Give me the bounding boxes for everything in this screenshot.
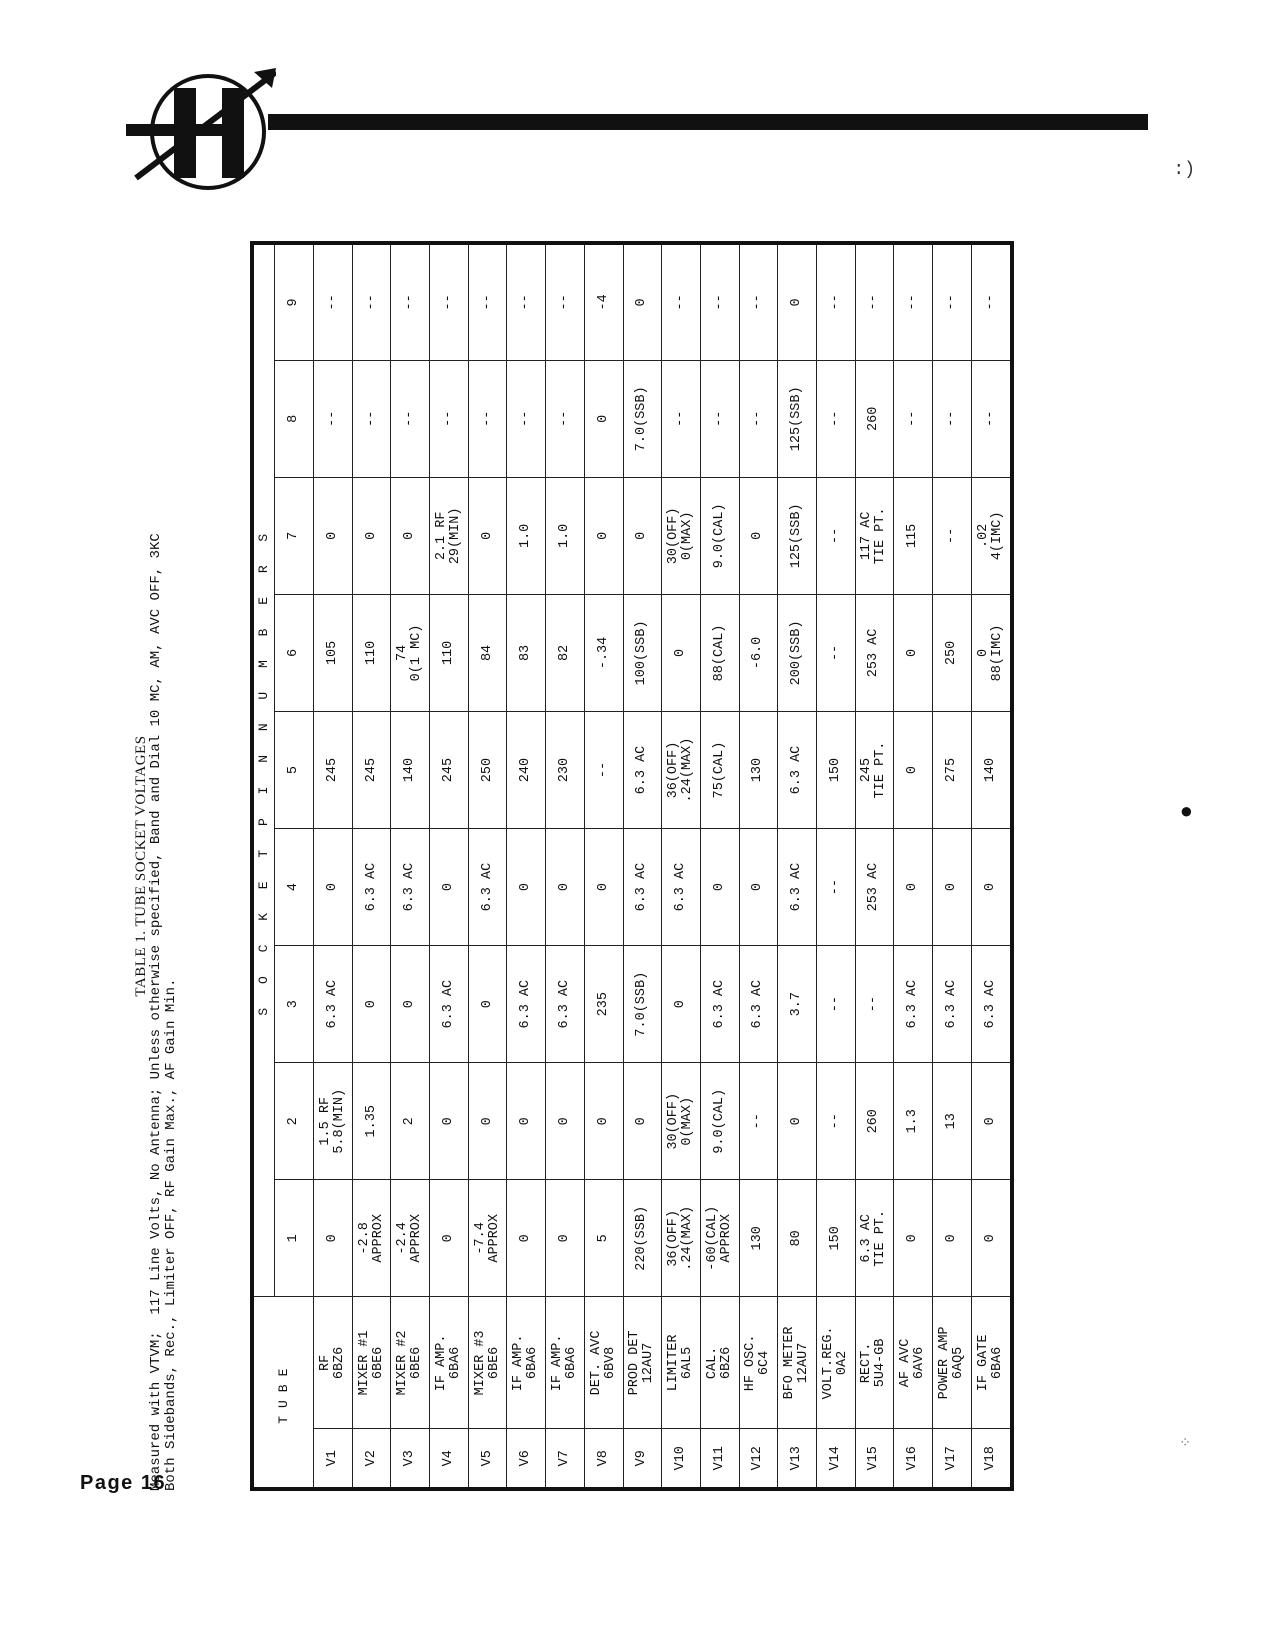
pin-voltage-cell: -- (816, 243, 855, 360)
pin-header: 6 (275, 594, 314, 711)
pin-voltage-cell: -- (662, 360, 701, 477)
table-row (430, 243, 469, 1489)
table-row (700, 243, 739, 1489)
tube-designator: V14 (816, 1429, 855, 1489)
tube-designator: V1 (314, 1429, 353, 1489)
pin-voltage-cell: 260 (855, 360, 894, 477)
pin-voltage-cell: 0 (971, 1063, 1012, 1180)
pin-voltage-cell: -- (894, 360, 933, 477)
pin-voltage-cell: 6.3 AC (546, 946, 585, 1063)
pin-voltage-cell: 150 (816, 1180, 855, 1297)
pin-voltage-cell: 100(SSB) (623, 594, 662, 711)
table-row (584, 243, 623, 1489)
pin-voltage-cell: 0 (739, 829, 778, 946)
pin-voltage-cell: 130 (739, 1180, 778, 1297)
tube-designator: V4 (430, 1429, 469, 1489)
tube-type: MIXER #3 6BE6 (468, 1297, 507, 1429)
pin-voltage-cell: 0 (430, 829, 469, 946)
pin-header: 7 (275, 477, 314, 594)
pin-voltage-cell: 260 (855, 1063, 894, 1180)
header-row-group (252, 243, 275, 1489)
pin-voltage-cell: 0 (700, 829, 739, 946)
pin-voltage-cell: 6.3 AC TIE PT. (855, 1180, 894, 1297)
pin-voltage-cell: 0 (430, 1180, 469, 1297)
pin-voltage-cell: 3.7 (778, 946, 817, 1063)
pin-voltage-cell: 6.3 AC (352, 829, 391, 946)
pin-voltage-cell: 1.0 (546, 477, 585, 594)
pin-voltage-cell: -- (816, 946, 855, 1063)
pin-voltage-cell: 1.5 RF 5.8(MIN) (314, 1063, 353, 1180)
tube-type: VOLT.REG. 0A2 (816, 1297, 855, 1429)
tube-type: IF AMP. 6BA6 (430, 1297, 469, 1429)
pin-voltage-cell: -- (314, 243, 353, 360)
pin-voltage-cell: 0 (933, 1180, 972, 1297)
tube-designator: V17 (933, 1429, 972, 1489)
pin-voltage-cell: 6.3 AC (739, 946, 778, 1063)
pin-voltage-cell: 6.3 AC (778, 711, 817, 828)
pin-header: 1 (275, 1180, 314, 1297)
pin-voltage-cell: 220(SSB) (623, 1180, 662, 1297)
pin-voltage-cell: 235 (584, 946, 623, 1063)
pin-voltage-cell: 74 0(1 MC) (391, 594, 430, 711)
header-rule (268, 114, 1148, 130)
pin-voltage-cell: 6.3 AC (700, 946, 739, 1063)
table-row (778, 243, 817, 1489)
tube-type: RECT. 5U4-GB (855, 1297, 894, 1429)
pin-voltage-cell: 6.3 AC (507, 946, 546, 1063)
pin-voltage-cell: 36(OFF) .24(MAX) (662, 711, 701, 828)
pin-voltage-cell: 6.3 AC (662, 829, 701, 946)
pin-voltage-cell: 0 (623, 1063, 662, 1180)
pin-voltage-cell: -- (933, 360, 972, 477)
tube-designator: V15 (855, 1429, 894, 1489)
pin-voltage-cell: 0 (584, 360, 623, 477)
pin-voltage-cell: 0 (623, 477, 662, 594)
pin-voltage-cell: 7.0(SSB) (623, 946, 662, 1063)
pin-voltage-cell: 36(OFF) .24(MAX) (662, 1180, 701, 1297)
pin-voltage-cell: 0 (933, 829, 972, 946)
tube-type: CAL. 6BZ6 (700, 1297, 739, 1429)
tube-type: IF AMP. 6BA6 (507, 1297, 546, 1429)
pin-voltage-cell: 6.3 AC (971, 946, 1012, 1063)
pin-voltage-cell: -4 (584, 243, 623, 360)
pin-voltage-cell: -- (507, 360, 546, 477)
pin-header: 9 (275, 243, 314, 360)
pin-voltage-cell: -- (739, 1063, 778, 1180)
pin-voltage-cell: 6.3 AC (314, 946, 353, 1063)
punch-hole-mark: ● (1179, 800, 1193, 825)
pin-voltage-cell: 110 (430, 594, 469, 711)
scan-speck: ⁘ (1179, 1436, 1191, 1452)
pin-voltage-cell: 6.3 AC (623, 711, 662, 828)
pin-voltage-cell: 6.3 AC (430, 946, 469, 1063)
table-row (391, 243, 430, 1489)
pin-voltage-cell: -- (352, 243, 391, 360)
tube-type: HF OSC. 6C4 (739, 1297, 778, 1429)
table-row (623, 243, 662, 1489)
table-row (507, 243, 546, 1489)
table-caption (134, 241, 250, 1491)
tube-type: IF AMP. 6BA6 (546, 1297, 585, 1429)
pin-voltage-cell: 0 (430, 1063, 469, 1180)
table-row (314, 243, 353, 1489)
pin-voltage-cell: 9.0(CAL) (700, 477, 739, 594)
pin-voltage-cell: 1.35 (352, 1063, 391, 1180)
pin-voltage-cell: 0 (662, 946, 701, 1063)
caption-line-1: Measured with VTVM; 117 Line Volts, No Antenna; Unless otherwise specified, Band and Dial 10 MC, AM, AVC OFF, 3KC (148, 533, 164, 1491)
pin-voltage-cell: -- (662, 243, 701, 360)
pin-voltage-cell: 0 (352, 477, 391, 594)
tube-designator: V16 (894, 1429, 933, 1489)
pin-voltage-cell: -.34 (584, 594, 623, 711)
pin-voltage-cell: 0 (739, 477, 778, 594)
pin-voltage-cell: 125(SSB) (778, 477, 817, 594)
pin-voltage-cell: 0 (546, 1063, 585, 1180)
pin-voltage-cell: 82 (546, 594, 585, 711)
pin-voltage-cell: -- (971, 243, 1012, 360)
pin-voltage-cell: -- (430, 360, 469, 477)
pin-voltage-cell: 13 (933, 1063, 972, 1180)
pin-header: 2 (275, 1063, 314, 1180)
pin-voltage-cell: 253 AC (855, 594, 894, 711)
pin-voltage-cell: 75(CAL) (700, 711, 739, 828)
pin-voltage-cell: 0 88(IMC) (971, 594, 1012, 711)
pin-voltage-cell: 9.0(CAL) (700, 1063, 739, 1180)
tube-type: PROD DET 12AU7 (623, 1297, 662, 1429)
rotated-table-sheet (134, 241, 1014, 1491)
table-title: TABLE 1. TUBE SOCKET VOLTAGES (133, 735, 149, 997)
table-row (739, 243, 778, 1489)
tube-designator: V5 (468, 1429, 507, 1489)
pin-voltage-cell: 0 (468, 946, 507, 1063)
table-row (971, 243, 1012, 1489)
hallicrafters-h-logo-icon (126, 66, 276, 194)
tube-designator: V8 (584, 1429, 623, 1489)
pin-voltage-cell: 0 (314, 1180, 353, 1297)
pin-voltage-cell: .02 4(IMC) (971, 477, 1012, 594)
tube-designator: V6 (507, 1429, 546, 1489)
pin-voltage-cell: -- (700, 243, 739, 360)
tube-designator: V18 (971, 1429, 1012, 1489)
pin-voltage-cell: 117 AC TIE PT. (855, 477, 894, 594)
pin-voltage-cell: 83 (507, 594, 546, 711)
pin-voltage-cell: 0 (352, 946, 391, 1063)
pin-voltage-cell: 245 (430, 711, 469, 828)
pin-voltage-cell: -- (739, 360, 778, 477)
pin-voltage-cell: 245 (352, 711, 391, 828)
pin-voltage-cell: 0 (584, 477, 623, 594)
pin-voltage-cell: 0 (584, 829, 623, 946)
pin-voltage-cell: -- (507, 243, 546, 360)
pin-voltage-cell: 0 (507, 1180, 546, 1297)
pin-voltage-cell: -- (816, 1063, 855, 1180)
pin-voltage-cell: 230 (546, 711, 585, 828)
tube-type: DET. AVC 6BV8 (584, 1297, 623, 1429)
pin-voltage-cell: 250 (933, 594, 972, 711)
pin-voltage-cell: -- (352, 360, 391, 477)
table-row (546, 243, 585, 1489)
pin-voltage-cell: 5 (584, 1180, 623, 1297)
pin-voltage-cell: 240 (507, 711, 546, 828)
pin-voltage-cell: -7.4 APPROX (468, 1180, 507, 1297)
pin-voltage-cell: 0 (546, 829, 585, 946)
pin-header: 5 (275, 711, 314, 828)
pin-voltage-cell: -- (391, 243, 430, 360)
socket-pin-numbers-header: S O C K E T P I N N U M B E R S (252, 243, 275, 1297)
caption-line-2: Both Sidebands, Rec., Limiter OFF, RF Gain Max., AF Gain Min. (163, 978, 179, 1491)
pin-voltage-cell: 275 (933, 711, 972, 828)
pin-voltage-cell: 150 (816, 711, 855, 828)
pin-voltage-cell: 30(OFF) 0(MAX) (662, 477, 701, 594)
pin-voltage-cell: -- (314, 360, 353, 477)
pin-voltage-cell: -- (855, 946, 894, 1063)
table-row (662, 243, 701, 1489)
pin-voltage-cell: -- (894, 243, 933, 360)
pin-voltage-cell: -- (816, 477, 855, 594)
table-row (894, 243, 933, 1489)
pin-voltage-cell: 0 (778, 1063, 817, 1180)
pin-voltage-cell: 6.3 AC (778, 829, 817, 946)
pin-voltage-cell: 0 (314, 829, 353, 946)
table-row (933, 243, 972, 1489)
pin-voltage-cell: -- (430, 243, 469, 360)
pin-voltage-cell: 2.1 RF 29(MIN) (430, 477, 469, 594)
pin-voltage-cell: -- (816, 829, 855, 946)
pin-voltage-cell: 2 (391, 1063, 430, 1180)
pin-voltage-cell: 110 (352, 594, 391, 711)
pin-voltage-cell: 140 (971, 711, 1012, 828)
pin-voltage-cell: -- (468, 360, 507, 477)
pin-header: 3 (275, 946, 314, 1063)
pin-voltage-cell: -- (816, 360, 855, 477)
pin-voltage-cell: 140 (391, 711, 430, 828)
pin-voltage-cell: 115 (894, 477, 933, 594)
pin-voltage-cell: 1.3 (894, 1063, 933, 1180)
pin-voltage-cell: 0 (623, 243, 662, 360)
pin-voltage-cell: 6.3 AC (468, 829, 507, 946)
pin-voltage-cell: 0 (894, 594, 933, 711)
tube-designator: V7 (546, 1429, 585, 1489)
pin-voltage-cell: 200(SSB) (778, 594, 817, 711)
pin-voltage-cell: 0 (894, 1180, 933, 1297)
table-row (855, 243, 894, 1489)
pin-voltage-cell: -- (546, 243, 585, 360)
pin-voltage-cell: 0 (971, 829, 1012, 946)
pin-voltage-cell: -- (933, 477, 972, 594)
pin-voltage-cell: 245 (314, 711, 353, 828)
tube-type: AF AVC 6AV6 (894, 1297, 933, 1429)
pin-voltage-cell: -- (546, 360, 585, 477)
pin-voltage-cell: 30(OFF) 0(MAX) (662, 1063, 701, 1180)
pin-voltage-cell: 0 (778, 243, 817, 360)
tube-type: BFO METER 12AU7 (778, 1297, 817, 1429)
pin-voltage-cell: 105 (314, 594, 353, 711)
pin-voltage-cell: 0 (971, 1180, 1012, 1297)
pin-voltage-cell: -- (468, 243, 507, 360)
tube-designator: V3 (391, 1429, 430, 1489)
tube-designator: V12 (739, 1429, 778, 1489)
tube-type: RF 6BZ6 (314, 1297, 353, 1429)
pin-voltage-cell: 7.0(SSB) (623, 360, 662, 477)
pin-voltage-cell: 6.3 AC (894, 946, 933, 1063)
table-row (816, 243, 855, 1489)
pin-voltage-cell: -2.8 APPROX (352, 1180, 391, 1297)
pin-header: 8 (275, 360, 314, 477)
pin-voltage-cell: -- (933, 243, 972, 360)
pin-header: 4 (275, 829, 314, 946)
pin-voltage-cell: 0 (468, 1063, 507, 1180)
page-number: Page 16 (80, 1472, 167, 1494)
pin-voltage-cell: -- (739, 243, 778, 360)
pin-voltage-cell: 0 (507, 829, 546, 946)
table-row (468, 243, 507, 1489)
pin-voltage-cell: 0 (507, 1063, 546, 1180)
tube-designator: V10 (662, 1429, 701, 1489)
pin-voltage-cell: 0 (314, 477, 353, 594)
tube-type: MIXER #1 6BE6 (352, 1297, 391, 1429)
pin-voltage-cell: -- (700, 360, 739, 477)
tube-type: IF GATE 6BA6 (971, 1297, 1012, 1429)
pin-voltage-cell: -2.4 APPROX (391, 1180, 430, 1297)
pin-voltage-cell: 0 (391, 477, 430, 594)
pin-voltage-cell: 125(SSB) (778, 360, 817, 477)
pin-voltage-cell: 88(CAL) (700, 594, 739, 711)
tube-type: POWER AMP 6AQ5 (933, 1297, 972, 1429)
tube-designator: V13 (778, 1429, 817, 1489)
pin-voltage-cell: -- (584, 711, 623, 828)
pin-voltage-cell: 245 TIE PT. (855, 711, 894, 828)
pin-voltage-cell: 6.3 AC (623, 829, 662, 946)
pin-voltage-cell: -6.0 (739, 594, 778, 711)
pin-voltage-cell: 0 (584, 1063, 623, 1180)
pin-voltage-cell: 6.3 AC (933, 946, 972, 1063)
pin-voltage-cell: 0 (894, 711, 933, 828)
tube-socket-voltage-table (250, 241, 1014, 1491)
pin-voltage-cell: 253 AC (855, 829, 894, 946)
pin-voltage-cell: 0 (894, 829, 933, 946)
pin-voltage-cell: 0 (546, 1180, 585, 1297)
pin-voltage-cell: -60(CAL) APPROX (700, 1180, 739, 1297)
pin-voltage-cell: 0 (468, 477, 507, 594)
pin-voltage-cell: 80 (778, 1180, 817, 1297)
tube-designator: V11 (700, 1429, 739, 1489)
tube-type: LIMITER 6AL5 (662, 1297, 701, 1429)
scan-speck: :) (1173, 160, 1195, 180)
pin-voltage-cell: -- (816, 594, 855, 711)
pin-voltage-cell: 84 (468, 594, 507, 711)
pin-voltage-cell: 1.0 (507, 477, 546, 594)
pin-voltage-cell: -- (855, 243, 894, 360)
tube-designator: V9 (623, 1429, 662, 1489)
pin-voltage-cell: 6.3 AC (391, 829, 430, 946)
pin-voltage-cell: -- (971, 360, 1012, 477)
tube-type: MIXER #2 6BE6 (391, 1297, 430, 1429)
table-row (352, 243, 391, 1489)
tube-column-header: TUBE (252, 1297, 314, 1489)
pin-voltage-cell: 130 (739, 711, 778, 828)
pin-voltage-cell: 250 (468, 711, 507, 828)
tube-designator: V2 (352, 1429, 391, 1489)
pin-voltage-cell: -- (391, 360, 430, 477)
pin-voltage-cell: 0 (391, 946, 430, 1063)
pin-voltage-cell: 0 (662, 594, 701, 711)
